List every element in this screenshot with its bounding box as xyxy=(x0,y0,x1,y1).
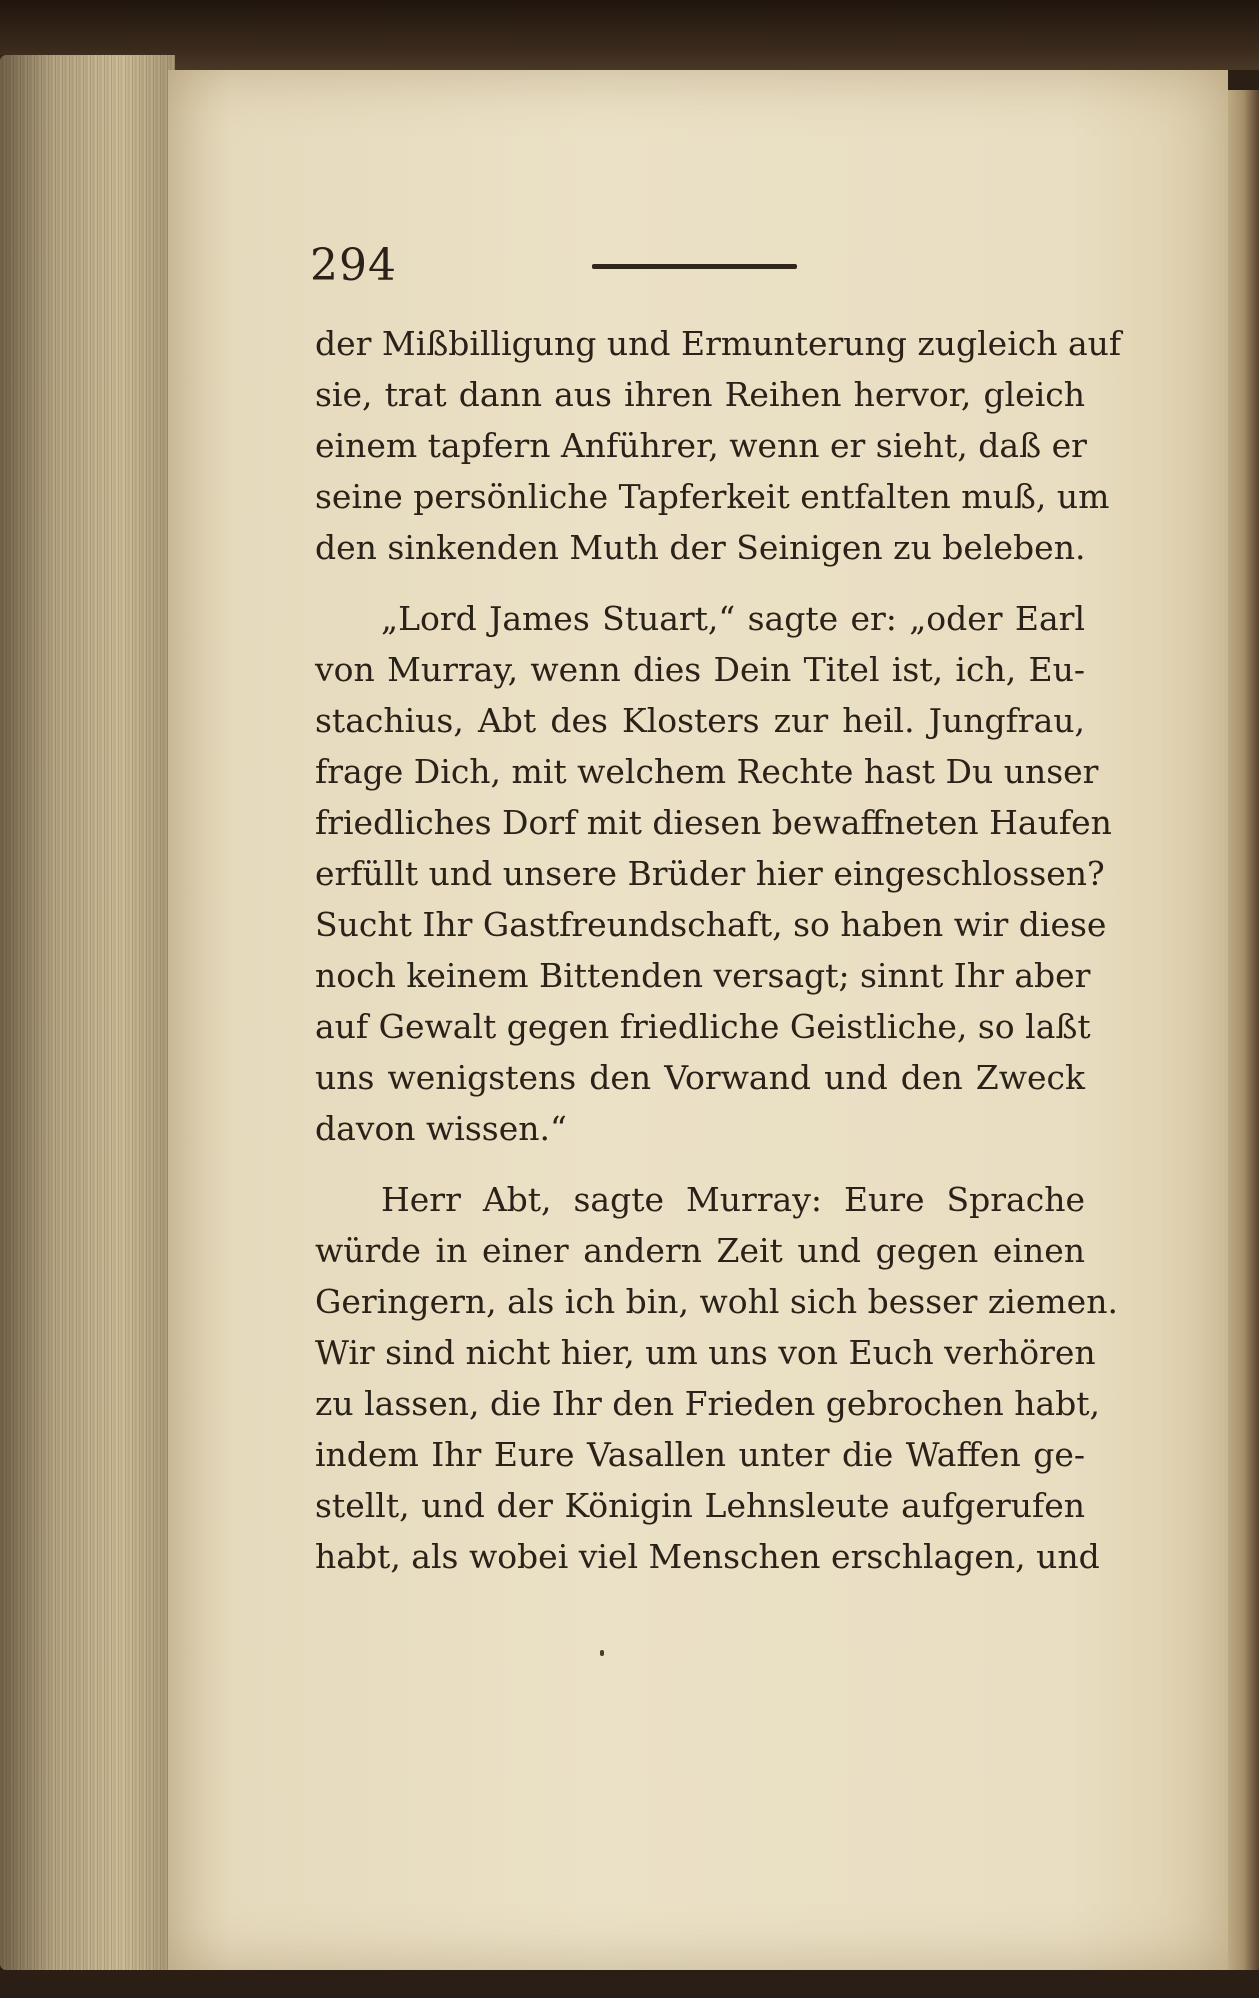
text-line: habt, als wobei viel Menschen erschlagen, und xyxy=(315,1537,1100,1576)
text-line: erfüllt und unsere Brüder hier eingeschlossen? xyxy=(315,854,1105,893)
text-line: einem tapfern Anführer, wenn er sieht, daß er xyxy=(315,426,1087,465)
text-line: Wir sind nicht hier, um uns von Euch verhören xyxy=(315,1333,1096,1372)
text-line: friedliches Dorf mit diesen bewaffneten Haufen xyxy=(315,803,1112,842)
text-line: frage Dich, mit welchem Rechte hast Du unser xyxy=(315,752,1099,791)
page-stack-shadow xyxy=(0,55,175,1970)
text-line: noch keinem Bittenden versagt; sinnt Ihr aber xyxy=(315,956,1091,995)
text-line: von Murray, wenn dies Dein Titel ist, ich, Eu- xyxy=(315,650,1085,689)
paragraph-gap xyxy=(315,1154,1085,1174)
header-rule xyxy=(592,264,797,269)
paragraph xyxy=(315,318,1122,573)
text-line: Geringern, als ich bin, wohl sich besser ziemen. xyxy=(315,1282,1118,1321)
text-line: der Mißbilligung und Ermunterung zugleich auf xyxy=(315,324,1122,363)
text-line: seine persönliche Tapferkeit entfalten muß, um xyxy=(315,477,1110,516)
text-line: „Lord James Stuart,“ sagte er: „oder Earl xyxy=(381,599,1085,638)
paragraph xyxy=(315,593,1112,1154)
text-line: stachius, Abt des Klosters zur heil. Jungfrau, xyxy=(315,701,1085,740)
text-line: indem Ihr Eure Vasallen unter die Waffen ge- xyxy=(315,1435,1085,1474)
text-line: stellt, und der Königin Lehnsleute aufgerufen xyxy=(315,1486,1085,1525)
paragraph xyxy=(315,1174,1118,1582)
page-header xyxy=(310,240,1090,300)
text-line: Herr Abt, sagte Murray: Eure Sprache xyxy=(381,1180,1085,1219)
text-line: sie, trat dann aus ihren Reihen hervor, gleich xyxy=(315,375,1085,414)
page-number: 294 xyxy=(310,240,397,291)
body-text xyxy=(315,318,1122,1582)
text-line: zu lassen, die Ihr den Frieden gebrochen habt, xyxy=(315,1384,1101,1423)
ink-spot xyxy=(600,1650,604,1656)
text-line: den sinkenden Muth der Seinigen zu beleben. xyxy=(315,528,1086,567)
text-line: uns wenigstens den Vorwand und den Zweck xyxy=(315,1058,1085,1097)
book-cover-edge xyxy=(0,0,1259,70)
text-line: auf Gewalt gegen friedliche Geistliche, so laßt xyxy=(315,1007,1091,1046)
paragraph-gap xyxy=(315,573,1085,593)
text-line: Sucht Ihr Gastfreundschaft, so haben wir diese xyxy=(315,905,1107,944)
text-line: davon wissen.“ xyxy=(315,1109,567,1148)
text-line: würde in einer andern Zeit und gegen einen xyxy=(315,1231,1085,1270)
